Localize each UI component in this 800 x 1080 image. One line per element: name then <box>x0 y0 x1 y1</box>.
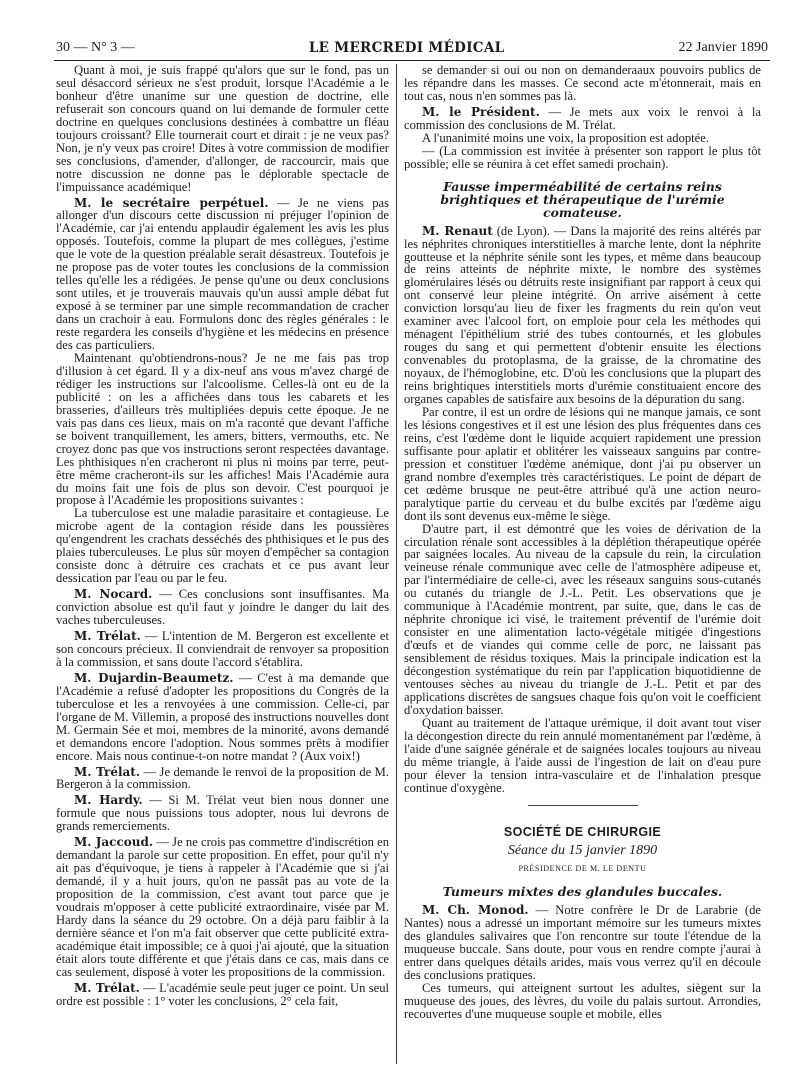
speaker-name: M. Trélat. <box>74 764 141 779</box>
paragraph-text: — (La commission est invitée à présenter son rapport le plus tôt possible; elle se réunira à cet effet samedi prochain). <box>404 143 761 171</box>
column-separator <box>396 64 397 1064</box>
section-rule <box>528 805 638 806</box>
right-column <box>404 64 761 1021</box>
paragraph-text: — Je ne viens pas allonger d'un discours cette discussion ni préjuger l'opinion de l'Académie, car j'ai entendu applaudir également les avis les plus opposés. Toutefois, comme la plupart de mes collègues, j'estime que le vote de la question préalable serait désastreux. Toutefois je ne propose pas de voter toutes les conclusions de la commission telles qu'elle les a rédigées. Je pense qu'une ou deux conclusions sont utiles, et je trouverais mauvais qu'un aussi ample débat fut exposé à se terminer par une simple recommandation de cracher dans un crachoir à eau. Formulons donc des règles générales : le reste regardera les conseils d'hygiène et les médecins en présence des cas particuliers. <box>56 195 390 353</box>
issue-date: 22 Janvier 1890 <box>678 40 768 55</box>
paragraph <box>404 64 761 103</box>
paragraph <box>56 507 389 585</box>
paragraph <box>404 406 761 523</box>
speaker-name: M. Ch. Monod. <box>422 903 529 918</box>
paragraph-text: — C'est à ma demande que l'Académie a refusé d'adopter les propositions du Congrès de la tuberculose et les a renvoyées à une commission. Celle-ci, par l'organe de M. Villemin, a proposé des instructions nouvelles dont M. Germain Sée et moi, membres de la minorité, avons demandé et demandons encore l'adoption. Nous sommes prêts à modifier encore. Mais nous continue-t-on notre mandat ? (Aux voix!) <box>56 670 389 763</box>
paragraph <box>404 982 761 1021</box>
article-title-kidneys: Fausse imperméabilité de certains reins brightiques et thérapeutique de l'urémie comateuse. <box>440 178 725 220</box>
paragraph-text: — Je ne crois pas commettre d'indiscrétion en demandant la parole sur cette proposition. En effet, pour qu'il n'y ait pas d'équivoque, je tiens à rappeler à l'Académie que si j'ai demandé, il y a huit jours, qu'on ne passât pas au vote de la proposition de la commission, c'est avant tout parce que je voudrais m'opposer à cette publicité extraordinaire, visée par M. Hardy dans la séance du 29 octobre. On a déjà paru faiblir à la dernière séance et l'on m'a fait observer que cette publicité extra-académique était impossible; ce à quoi j'ai ajouté, que la situation était alors toute différente et que j'étais dans ce cas, mais dans ce cas seulement, disposé à voter les propositions de la commission. <box>56 835 389 979</box>
paragraph <box>404 904 761 982</box>
paragraph <box>56 630 389 669</box>
paragraph <box>404 523 761 717</box>
speaker-name: M. Nocard. <box>74 587 153 602</box>
header-rule <box>54 60 770 61</box>
speaker-name: M. le Président. <box>422 104 540 119</box>
speaker-name: M. Hardy. <box>74 793 143 808</box>
paragraph-text: — Je mets aux voix le renvoi à la commission des conclusions de M. Trélat. <box>404 104 761 132</box>
right-column-top <box>404 64 761 171</box>
page-header <box>56 34 768 56</box>
paragraph-text: Quant au traitement de l'attaque urémique, il doit avant tout viser la décongestion directe du rein annulé momentanément par l'œdème, à l'aide d'une saignée générale et de saignées locales toujours au niveau du même triangle, à l'aide aussi de l'ingestion de lait on d'eau pure pour élever la tension intra-vasculaire et de l'inhalation presque continue d'oxygène. <box>404 715 761 795</box>
paragraph <box>404 717 761 795</box>
paragraph-text: Par contre, il est un ordre de lésions qui ne manque jamais, ce sont les lésions congestives et il est une lésion des plus fréquentes dans ces reins, c'est l'œdème dont le liquide acquiert rapidement une pression suffisante pour aplatir et oblitérer les vaisseaux sanguins par contre-pression et constituer l'œdème anémique, dont j'ai pu observer un grand nombre d'exemples très caractéristiques. Le point de départ de cet œdème brusque ne peut-être attribué qu'à une action neuro-paralytique partie du cerveau et du bulbe excités par l'œdème aigu dont ils sont devenus eux-même le siège. <box>404 404 761 523</box>
paragraph-text: — Si M. Trélat veut bien nous donner une formule que nous puissions tous adopter, nous lui devrons de grands remerciements. <box>56 793 389 834</box>
paragraph-text: — L'intention de M. Bergeron est excellente et son concours précieux. Il conviendrait de renvoyer sa proposition à la commission, et sans doute l'accord s'établira. <box>56 628 389 669</box>
paragraph-text: — L'académie seule peut juger ce point. Un seul ordre est possible : 1° voter les conclusions, 2° cela fait, <box>56 980 389 1008</box>
paragraph-text: A l'unanimité moins une voix, la proposition est adoptée. <box>422 130 709 145</box>
paragraph-text: D'autre part, il est démontré que les voies de dérivation de la circulation rénale sont accessibles à la déplétion thérapeutique opérée par saignées locales. Au niveau de la capsule du rein, la circulation veineuse rénale communique avec celle de l'atmosphère adipeuse et, par l'intermédiaire de celle-ci, avec les réseaux sanguins sous-cutanés ou cutanés du triangle de J.-L. Petit. Les observations que je communique à l'Académie montrent, par suite, que, dans le cas de néphrite chronique ici visé, le traitement préventif de l'urémie doit consister en une alimentation lacto-végétale mitigée d'ingestions d'œufs et de viandes qui comme celle de porc, ne laissant pas sensiblement de résidus toxiques. Mais la principale indication est la décongestion systématique du rein par l'application biquotidienne de ventouses sèches au niveau du triangle de J.-L. Petit et par des applications discrètes de sangsues chaque fois qu'on voit le coefficient d'oxydation baisser. <box>404 521 761 717</box>
paragraph <box>404 106 761 132</box>
paragraph-text: — Notre confrère le Dr de Larabrie (de Nantes) nous a adressé un important mémoire sur les tumeurs mixtes des glandules salivaires que l'on rencontre sur toute l'étendue de la muqueuse buccale. Sans doute, pour vous en rendre compte j'aurai à entrer dans quelques détails arides, mais vous verrez qu'il en découle des conclusions pratiques. <box>404 903 761 983</box>
paragraph <box>404 145 761 171</box>
speaker-name: M. Jaccoud. <box>74 835 154 850</box>
speaker-name: M. Trélat. <box>74 980 140 995</box>
paragraph <box>56 588 389 627</box>
paragraph <box>56 766 389 792</box>
page-number: 30 — N° 3 — <box>56 40 135 55</box>
article-title-tumeurs: Tumeurs mixtes des glandules buccales. <box>442 884 723 900</box>
society-name: SOCIÉTÉ DE CHIRURGIE <box>503 824 662 839</box>
speaker-name: M. Renaut <box>422 223 493 238</box>
paragraph-text: se demander si oui ou non on demanderaaux pouvoirs publics de les répandre dans les masses. Ce second acte m'étonnerait, mais en tout cas, nous n'en sommes pas là. <box>404 63 761 103</box>
seance-date: Séance du 15 janvier 1890 <box>507 842 658 858</box>
paragraph-text: (de Lyon). — Dans la majorité des reins altérés par les néphrites chroniques interstitielles à marche lente, dont la néphrite goutteuse et la néphrite sénile sont les types, et même dans beaucoup de reins atteints de néphrite mixte, le nombre des systèmes glomérulaires lésés ou détruits reste insignifiant par rapport à ceux qui ont conservé leur pleine intégrité. On arrive aisément à cette conviction lorsqu'au lieu de fixer les fragments du rein qu'on veut examiner avec l'alcool fort, on emploie pour cela les méthodes qui ménagent l'épithélium strié des tubes contournés, et les globules rouges du sang et qui permettent d'obtenir ensuite les élections convenables du protoplasma, de la graisse, de la chromatine des noyaux, de l'hémoglobine, etc. D'où les conclusions que la plupart des reins brightiques interstitiels morts d'urémie constituaient encore des organes capables de satisfaire aux besoins de la dépuration du sang. <box>404 223 761 407</box>
paragraph <box>56 672 389 763</box>
paragraph-text: Ces tumeurs, qui atteignent surtout les adultes, siègent sur la muqueuse des joues, des lèvres, du voile du palais surtout. Arrondies, recouvertes d'une muqueuse souple et mobile, elles <box>404 981 761 1022</box>
paragraph-text: Maintenant qu'obtiendrons-nous? Je ne me fais pas trop d'illusion à cet égard. Il y a dix-neuf ans vous m'avez chargé de rédiger les instructions sur l'alcoolisme. Celles-là ont eu de la publicité : on les a affichées dans tous les cabarets et les brasseries, d'ailleurs très multipliées depuis cette époque. Je ne vais pas dans ces lieux, mais on m'a raconté que devant l'affiche se boivent tranquillement, les amers, bitters, vermouths, etc. Ne croyez donc pas que vos instructions seront respectées davantage. Les phthisiques n'en cracheront ni plus ni moins par terre, peut-être même cracheront-ils sur les affiches! Mais l'Académie aura du moins fait une fois de plus son devoir. C'est pourquoi je propose à l'Académie les propositions suivantes : <box>56 350 389 508</box>
paragraph <box>56 352 389 507</box>
speaker-name: M. le secrétaire perpétuel. <box>74 195 269 210</box>
paragraph <box>56 64 389 194</box>
society-section <box>404 805 761 877</box>
journal-title: LE MERCREDI MÉDICAL <box>308 40 505 56</box>
article-tumeurs-body <box>404 904 761 1021</box>
speaker-name: M. Trélat. <box>74 628 141 643</box>
paragraph <box>56 982 389 1008</box>
paragraph <box>404 225 761 406</box>
paragraph-text: La tuberculose est une maladie parasitaire et contagieuse. Le microbe agent de la contagion réside dans les poussières qu'engendrent les crachats desséchés des phthisiques et le pus des plaies tuberculeuses. Le plus sûr moyen d'empêcher sa contagion consiste donc à détruire ces crachats et ce pus avant leur dessication par l'eau ou par le feu. <box>56 506 389 586</box>
paragraph-text: Quant à moi, je suis frappé qu'alors que sur le fond, pas un seul désaccord sérieux ne s'est produit, lorsque l'Académie a le bonheur d'être unanime sur une question de doctrine, elle refuserait son concours quand on lui demande de formuler cette doctrine en quelques conclusions destinées à combattre un fléau toujours croissant? Elle tournerait court et dirait : je ne veux pas? Non, je n'y veux pas croire! Dites à votre commission de modifier ses conclusions, d'amender, d'allonger, de raccourcir, mais que notre discussion ne donne pas le déplorable spectacle de l'impuissance académique! <box>56 63 389 194</box>
left-column <box>56 64 389 1008</box>
paragraph-text: — Je demande le renvoi de la proposition de M. Bergeron à la commission. <box>56 764 390 792</box>
presidence-line: PRÉSIDENCE DE M. LE DENTU <box>518 864 647 874</box>
article-kidneys-body <box>404 225 761 795</box>
paragraph <box>56 836 389 978</box>
speaker-name: M. Dujardin-Beaumetz. <box>74 670 234 685</box>
paragraph-text: — Ces conclusions sont insuffisantes. Ma conviction absolue est qu'il faut y joindre le danger du lait des vaches tuberculeuses. <box>56 587 389 628</box>
paragraph <box>56 197 389 352</box>
paragraph <box>56 794 389 833</box>
